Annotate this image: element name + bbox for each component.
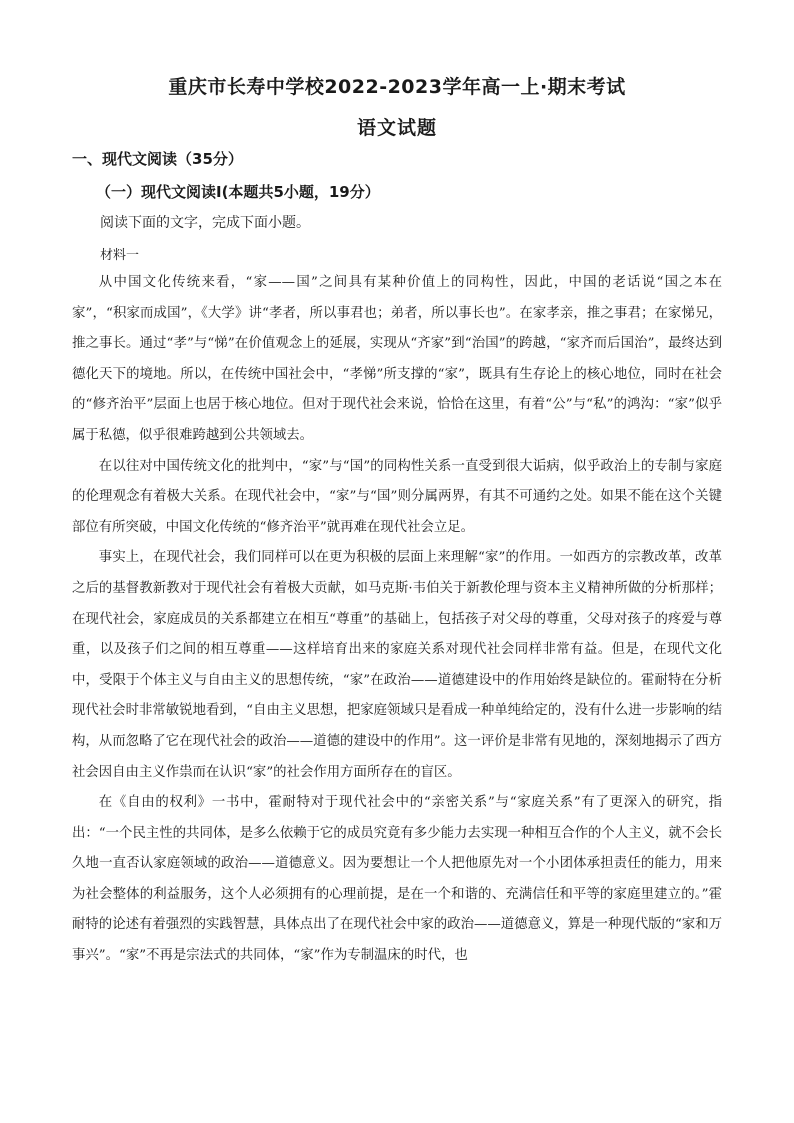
passage-body	[72, 268, 722, 972]
reading-instruction: 阅读下面的文字，完成下面小题。	[100, 215, 310, 231]
paragraph-2: 在以往对中国传统文化的批判中，“家”与“国”的同构性关系一直受到很大诟病，似乎政治上的专制与家庭的伦理观念有着极大关系。在现代社会中，“家”与“国”则分属两界，有其不可通约之处。如果不能在这个关键部位有所突破，中国文化传统的“修齐治平”就再难在现代社会立足。	[72, 458, 722, 535]
paragraph-3: 事实上，在现代社会，我们同样可以在更为积极的层面上来理解“家”的作用。一如西方的宗教改革，改革之后的基督教新教对于现代社会有着极大贡献，如马克斯·韦伯关于新教伦理与资本主义精神所做的分析那样；在现代社会，家庭成员的关系都建立在相互“尊重”的基础上，包括孩子对父母的尊重，父母对孩子的疼爱与尊重，以及孩子们之间的相互尊重——这样培育出来的家庭关系对现代社会同样非常有益。但是，在现代文化中，受限于个体主义与自由主义的思想传统，“家”在政治——道德建设中的作用始终是缺位的。霍耐特在分析现代社会时非常敏锐地看到，“自由主义思想，把家庭领域只是看成一种单纯给定的，没有什么进一步影响的结构，从而忽略了它在现代社会的政治——道德的建设中的作用”。这一评价是非常有见地的，深刻地揭示了西方社会因自由主义作祟而在认识“家”的社会作用方面所存在的盲区。	[72, 550, 722, 780]
paragraph-1: 从中国文化传统来看，“家——国”之间具有某种价值上的同构性，因此，中国的老话说“国之本在家”，“积家而成国”，《大学》讲“孝者，所以事君也；弟者，所以事长也”。在家孝亲，推之事君；在家悌兄，推之事长。通过“孝”与“悌”在价值观念上的延展，实现从“齐家”到“治国”的跨越，“家齐而后国治”，最终达到德化天下的境地。所以，在传统中国社会中，“孝悌”所支撑的“家”，既具有生存论上的核心地位，同时在社会的“修齐治平”层面上也居于核心地位。但对于现代社会来说，恰恰在这里，有着“公”与“私”的鸿沟：“家”似乎属于私德，似乎很难跨越到公共领域去。	[72, 275, 722, 443]
section-heading: 一、现代文阅读（35分）	[72, 150, 243, 168]
exam-title: 重庆市长寿中学校2022-2023学年高一上·期末考试	[168, 76, 626, 98]
exam-subtitle: 语文试题	[356, 117, 437, 139]
paragraph-4: 在《自由的权利》一书中，霍耐特对于现代社会中的“亲密关系”与“家庭关系”有了更深入的研究，指出：“一个民主性的共同体，是多么依赖于它的成员究竟有多少能力去实现一种相互合作的个人主义，就不会长久地一直否认家庭领域的政治——道德意义。因为要想让一个人把他原先对一个小团体承担责任的能力，用来为社会整体的利益服务，这个人必须拥有的心理前提，是在一个和谐的、充满信任和平等的家庭里建立的。”霍耐特的论述有着强烈的实践智慧，具体点出了在现代社会中家的政治——道德意义，算是一种现代版的“家和万事兴”。“家”不再是宗法式的共同体，“家”作为专制温床的时代，也	[72, 795, 722, 964]
subsection-heading: （一）现代文阅读Ⅰ(本题共5小题，19分）	[96, 183, 380, 201]
material-label: 材料一	[100, 248, 140, 263]
